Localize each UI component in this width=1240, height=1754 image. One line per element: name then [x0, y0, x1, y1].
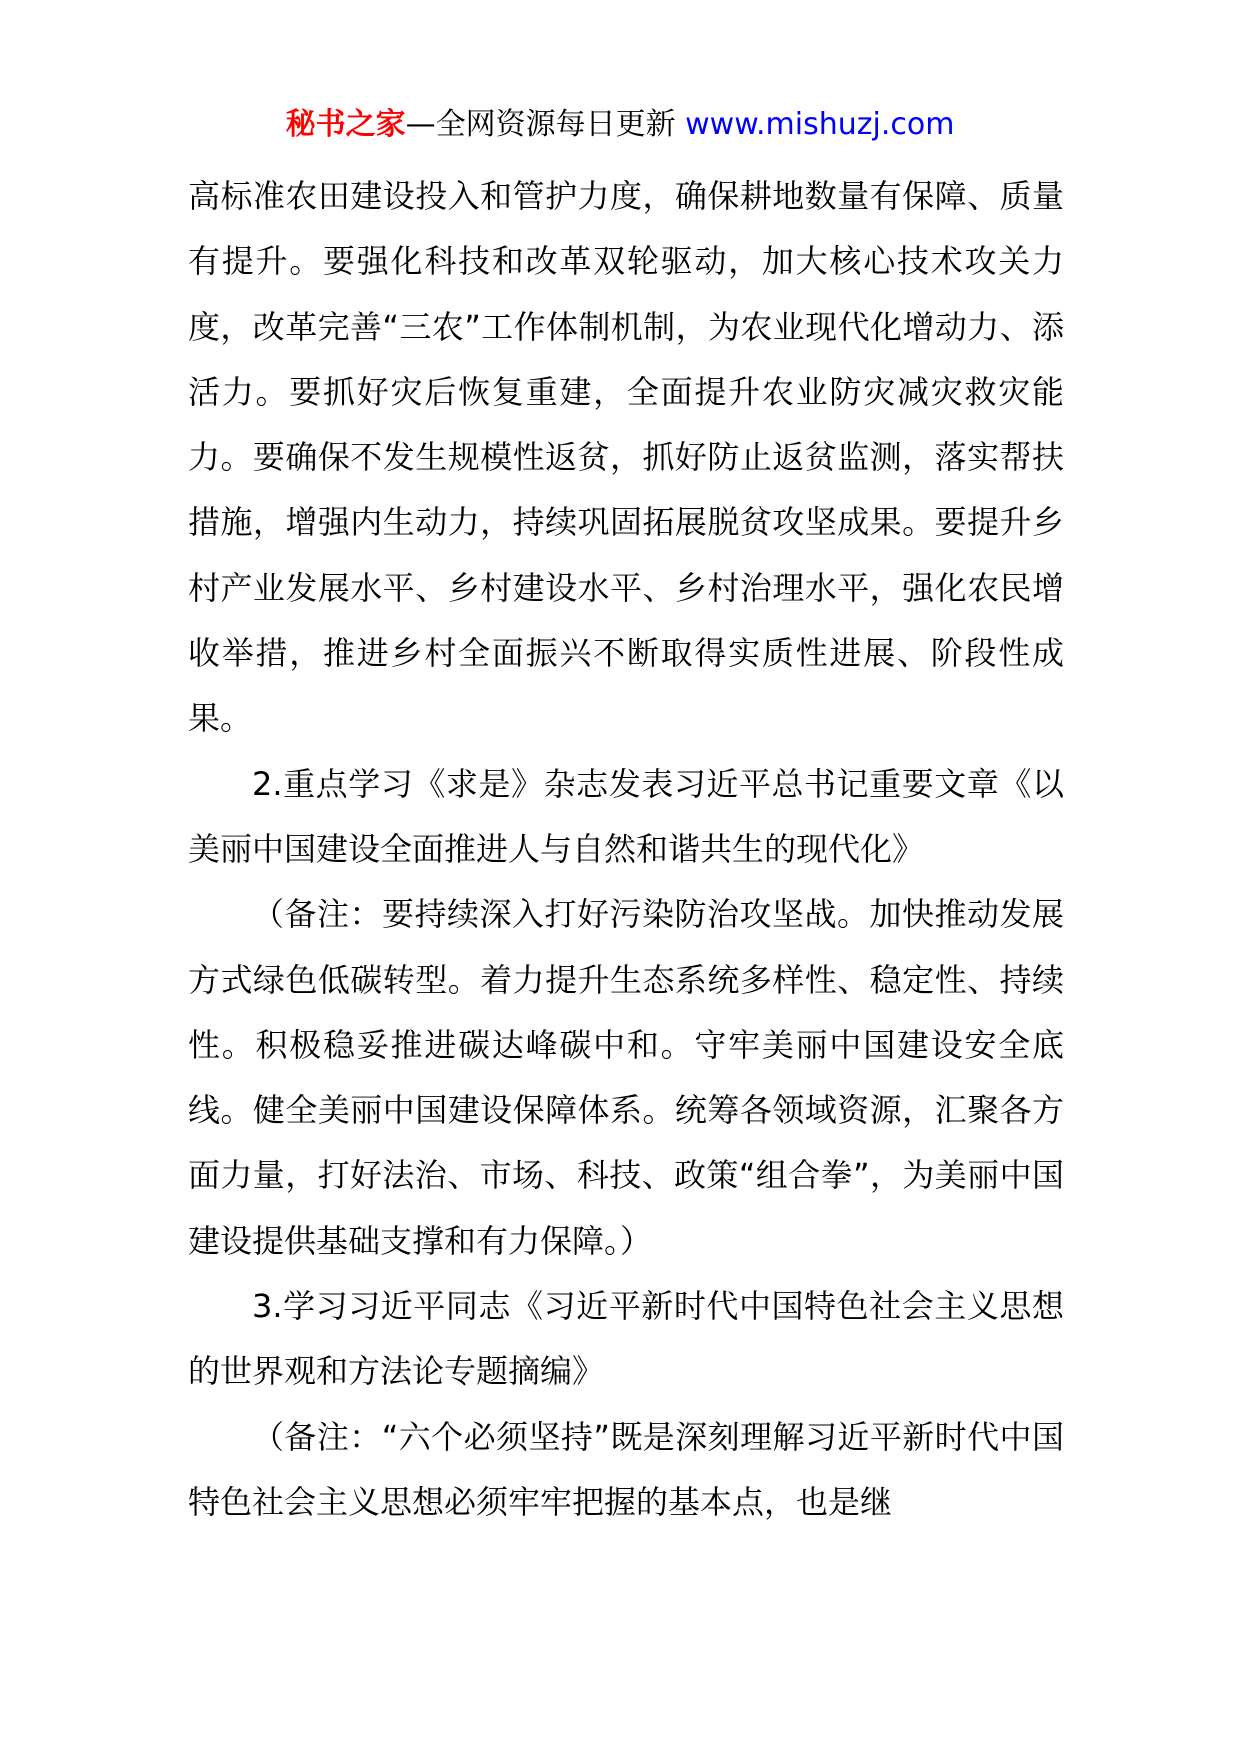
site-tagline: —全网资源每日更新	[405, 107, 676, 142]
paragraph-item-3-note: （备注：“六个必须坚持”既是深刻理解习近平新时代中国特色社会主义思想必须牢牢把握的基本点，也是继	[188, 1417, 1064, 1521]
site-url-link[interactable]: www.mishuzj.com	[685, 107, 955, 142]
document-body	[188, 164, 1064, 1535]
paragraph-item-2-heading: 2.重点学习《求是》杂志发表习近平总书记重要文章《以美丽中国建设全面推进人与自然和谐共生的现代化》	[188, 764, 1064, 868]
site-header	[0, 103, 1240, 147]
paragraph-continuation: 高标准农田建设投入和管护力度，确保耕地数量有保障、质量有提升。要强化科技和改革双轮驱动，加大核心技术攻关力度，改革完善“三农”工作体制机制，为农业现代化增动力、添活力。要抓好灾后恢复重建，全面提升农业防灾减灾救灾能力。要确保不发生规模性返贫，抓好防止返贫监测，落实帮扶措施，增强内生动力，持续巩固拓展脱贫攻坚成果。要提升乡村产业发展水平、乡村建设水平、乡村治理水平，强化农民增收举措，推进乡村全面振兴不断取得实质性进展、阶段性成果。	[188, 177, 1064, 738]
paragraph-item-3-heading: 3.学习习近平同志《习近平新时代中国特色社会主义思想的世界观和方法论专题摘编》	[188, 1287, 1064, 1391]
paragraph-item-2-note: （备注：要持续深入打好污染防治攻坚战。加快推动发展方式绿色低碳转型。着力提升生态系统多样性、稳定性、持续性。积极稳妥推进碳达峰碳中和。守牢美丽中国建设安全底线。健全美丽中国建设保障体系。统筹各领域资源，汇聚各方面力量，打好法治、市场、科技、政策“组合拳”，为美丽中国建设提供基础支撑和有力保障。）	[188, 895, 1064, 1260]
site-brand: 秘书之家	[285, 107, 406, 142]
